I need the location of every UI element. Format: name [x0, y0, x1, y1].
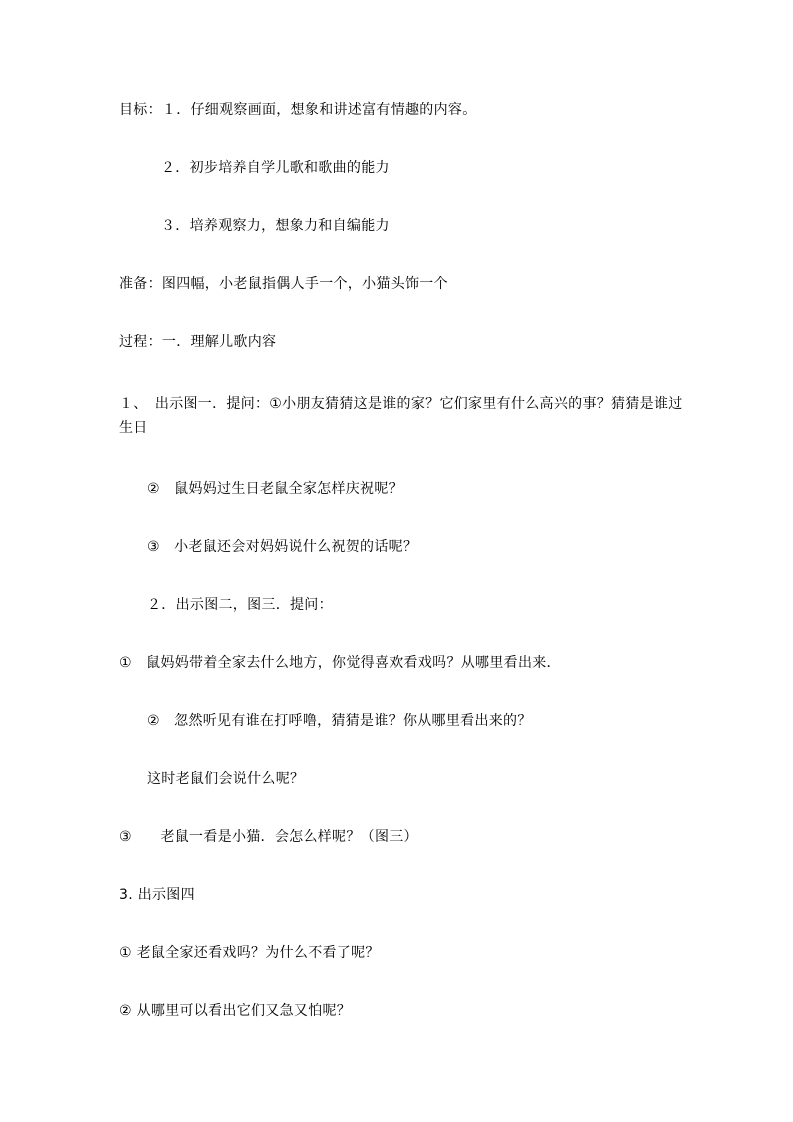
step-2-sub-1: ① 鼠妈妈带着全家去什么地方，你觉得喜欢看戏吗？从哪里看出来．: [119, 655, 561, 671]
step-3-sub-2: ② 从哪里可以看出它们又急又怕呢？: [119, 1003, 352, 1019]
goal-line-2: ２．初步培养自学儿歌和歌曲的能力: [161, 160, 390, 176]
step-1-question: １、 出示图一．提问：①小朋友猜猜这是谁的家？它们家里有什么高兴的事？猜猜是谁过生日: [119, 396, 683, 436]
goal-line-1: 目标：１．仔细观察画面，想象和讲述富有情趣的内容。: [119, 102, 477, 118]
goal-line-3: ３．培养观察力，想象力和自编能力: [161, 218, 390, 234]
step-2-sub-3: ③ 老鼠一看是小猫．会怎么样呢？（图三）: [119, 829, 418, 845]
step-3-sub-1: ① 老鼠全家还看戏吗？为什么不看了呢？: [119, 945, 380, 961]
step-3-heading: 3. 出示图四: [119, 887, 195, 903]
process-heading: 过程：一．理解儿歌内容: [119, 334, 277, 350]
step-2-sub-2: ② 忽然听见有谁在打呼噜，猜猜是谁？你从哪里看出来的？: [147, 713, 532, 729]
preparation-line: 准备：图四幅，小老鼠指偶人手一个，小猫头饰一个: [119, 276, 448, 292]
step-1-sub-2: ② 鼠妈妈过生日老鼠全家怎样庆祝呢？: [147, 481, 403, 497]
step-1-sub-3: ③ 小老鼠还会对妈妈说什么祝贺的话呢？: [147, 539, 418, 555]
step-2-followup: 这时老鼠们会说什么呢？: [147, 771, 305, 787]
step-2-heading: ２．出示图二，图三．提问：: [147, 597, 333, 613]
